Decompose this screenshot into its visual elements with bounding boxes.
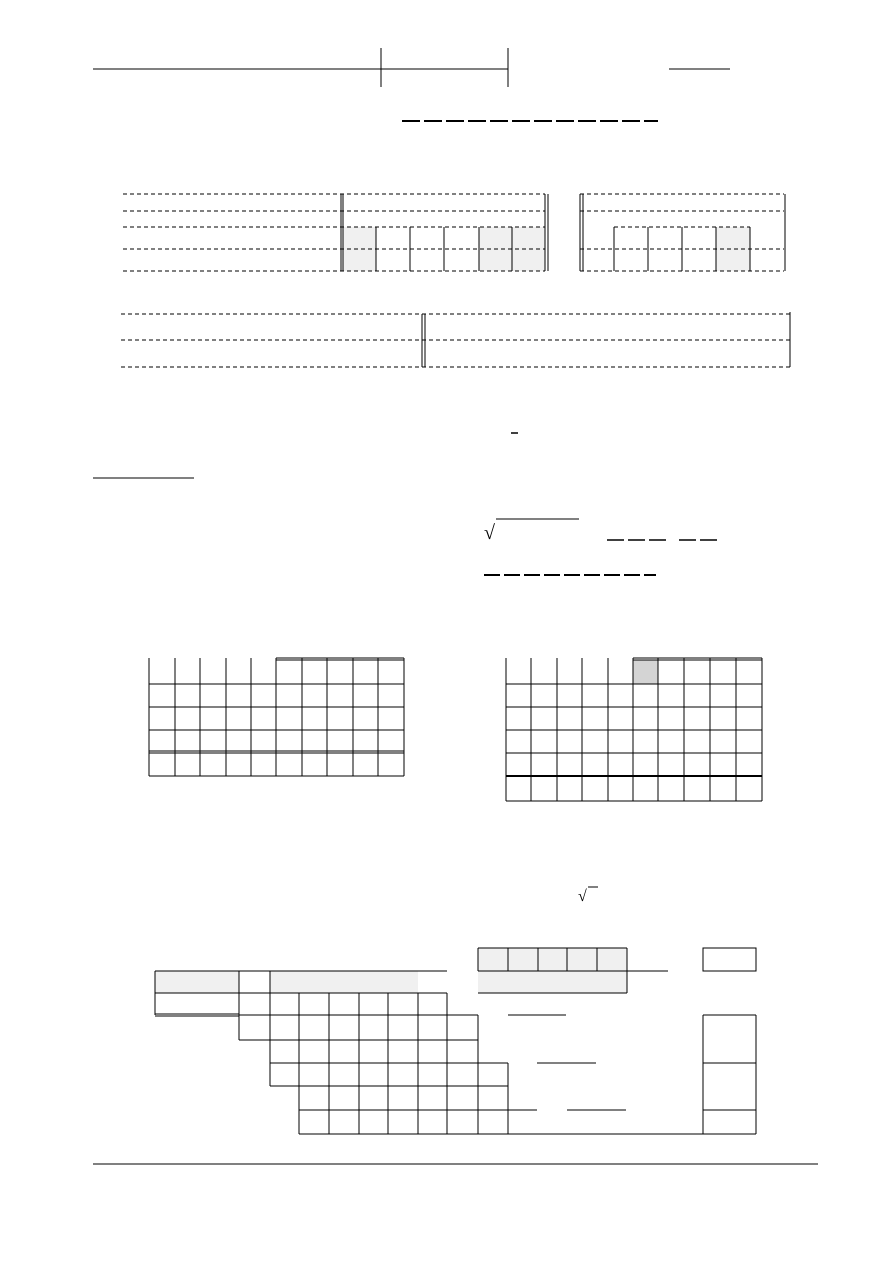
page-title bbox=[402, 100, 658, 118]
small-sqrt-symbol: √ bbox=[578, 888, 587, 905]
section-heading bbox=[93, 460, 194, 476]
grid-right bbox=[506, 658, 762, 801]
formula-block bbox=[484, 519, 717, 575]
grid-left bbox=[149, 658, 404, 776]
form-block-1 bbox=[123, 194, 785, 271]
page-header bbox=[93, 48, 730, 87]
form-block-2 bbox=[121, 312, 790, 367]
staircase-table bbox=[155, 948, 756, 1134]
sqrt-symbol: √ bbox=[484, 522, 495, 544]
